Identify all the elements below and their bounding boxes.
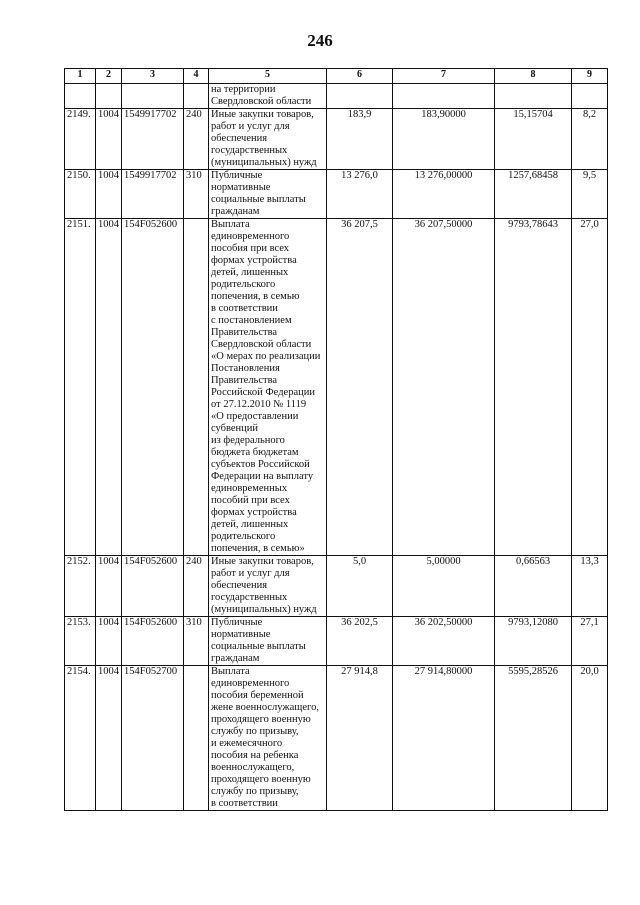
target-code: 1549917702	[122, 109, 184, 170]
table-row	[65, 170, 608, 219]
row-number: 2154.	[65, 666, 96, 811]
target-code: 154F052600	[122, 219, 184, 556]
column-header: 8	[495, 69, 572, 84]
executed-amount: 1257,68458	[495, 170, 572, 219]
section-code: 1004	[96, 556, 122, 617]
expense-type	[184, 219, 209, 556]
item-name: Публичные нормативные социальные выплаты гражданам	[211, 170, 306, 217]
executed-amount: 9793,78643	[495, 219, 572, 556]
execution-percent: 27,0	[572, 219, 608, 556]
section-code: 1004	[96, 219, 122, 556]
execution-percent: 13,3	[572, 556, 608, 617]
expense-type: 310	[184, 170, 209, 219]
table-row	[65, 556, 608, 617]
item-name: Выплата единовременного пособия при всех формах устройства детей, лишенных родительского попечения, в семью в соответствии с постановлением Правительства Свердловской области «О мерах по реализации Постановления Правительства Российской Федерации от 27.12.2010 № 1119 «О предоставлении субвенций из федерального бюджета бюджетам субъектов Российской Федерации на выплату единовременных пособий при всех формах устройства детей, лишенных родительского попечения, в семью»	[211, 219, 321, 554]
plan-amount: 36 202,5	[327, 617, 393, 666]
approved-amount: 27 914,80000	[393, 666, 495, 811]
table-row-continuation	[65, 84, 608, 109]
section-code: 1004	[96, 666, 122, 811]
executed-amount: 5595,28526	[495, 666, 572, 811]
header-row	[65, 69, 608, 84]
expense-type	[184, 666, 209, 811]
section-code: 1004	[96, 109, 122, 170]
item-name: Иные закупки товаров, работ и услуг для обеспечения государственных (муниципальных) нужд	[211, 556, 317, 615]
item-name: Иные закупки товаров, работ и услуг для обеспечения государственных (муниципальных) нужд	[211, 109, 317, 168]
target-code: 1549917702	[122, 170, 184, 219]
plan-amount: 13 276,0	[327, 170, 393, 219]
column-header: 6	[327, 69, 393, 84]
target-code: 154F052700	[122, 666, 184, 811]
plan-amount: 36 207,5	[327, 219, 393, 556]
row-number: 2153.	[65, 617, 96, 666]
table-row	[65, 219, 608, 556]
approved-amount: 5,00000	[393, 556, 495, 617]
column-header: 5	[209, 69, 327, 84]
approved-amount: 36 202,50000	[393, 617, 495, 666]
execution-percent: 9,5	[572, 170, 608, 219]
plan-amount: 5,0	[327, 556, 393, 617]
approved-amount: 36 207,50000	[393, 219, 495, 556]
table-row	[65, 617, 608, 666]
approved-amount: 13 276,00000	[393, 170, 495, 219]
item-name: на территории Свердловской области	[211, 84, 312, 107]
expense-type: 240	[184, 109, 209, 170]
row-number: 2149.	[65, 109, 96, 170]
plan-amount: 183,9	[327, 109, 393, 170]
table-row	[65, 109, 608, 170]
column-header: 1	[65, 69, 96, 84]
row-number: 2150.	[65, 170, 96, 219]
column-header: 4	[184, 69, 209, 84]
target-code: 154F052600	[122, 556, 184, 617]
table-row	[65, 666, 608, 811]
section-code: 1004	[96, 617, 122, 666]
section-code: 1004	[96, 170, 122, 219]
expense-type: 310	[184, 617, 209, 666]
execution-percent: 20,0	[572, 666, 608, 811]
budget-table	[64, 68, 608, 811]
column-header: 9	[572, 69, 608, 84]
row-number: 2151.	[65, 219, 96, 556]
plan-amount: 27 914,8	[327, 666, 393, 811]
execution-percent: 27,1	[572, 617, 608, 666]
executed-amount: 15,15704	[495, 109, 572, 170]
column-header: 3	[122, 69, 184, 84]
item-name: Публичные нормативные социальные выплаты гражданам	[211, 617, 306, 664]
approved-amount: 183,90000	[393, 109, 495, 170]
target-code: 154F052600	[122, 617, 184, 666]
execution-percent: 8,2	[572, 109, 608, 170]
executed-amount: 9793,12080	[495, 617, 572, 666]
page-number: 246	[307, 31, 333, 50]
column-header: 2	[96, 69, 122, 84]
executed-amount: 0,66563	[495, 556, 572, 617]
column-header: 7	[393, 69, 495, 84]
row-number: 2152.	[65, 556, 96, 617]
expense-type: 240	[184, 556, 209, 617]
item-name: Выплата единовременного пособия беременной жене военнослужащего, проходящего военную службу по призыву, и ежемесячного пособия на ребенка военнослужащего, проходящего военную службу по призыву, в соответствии	[211, 666, 319, 809]
